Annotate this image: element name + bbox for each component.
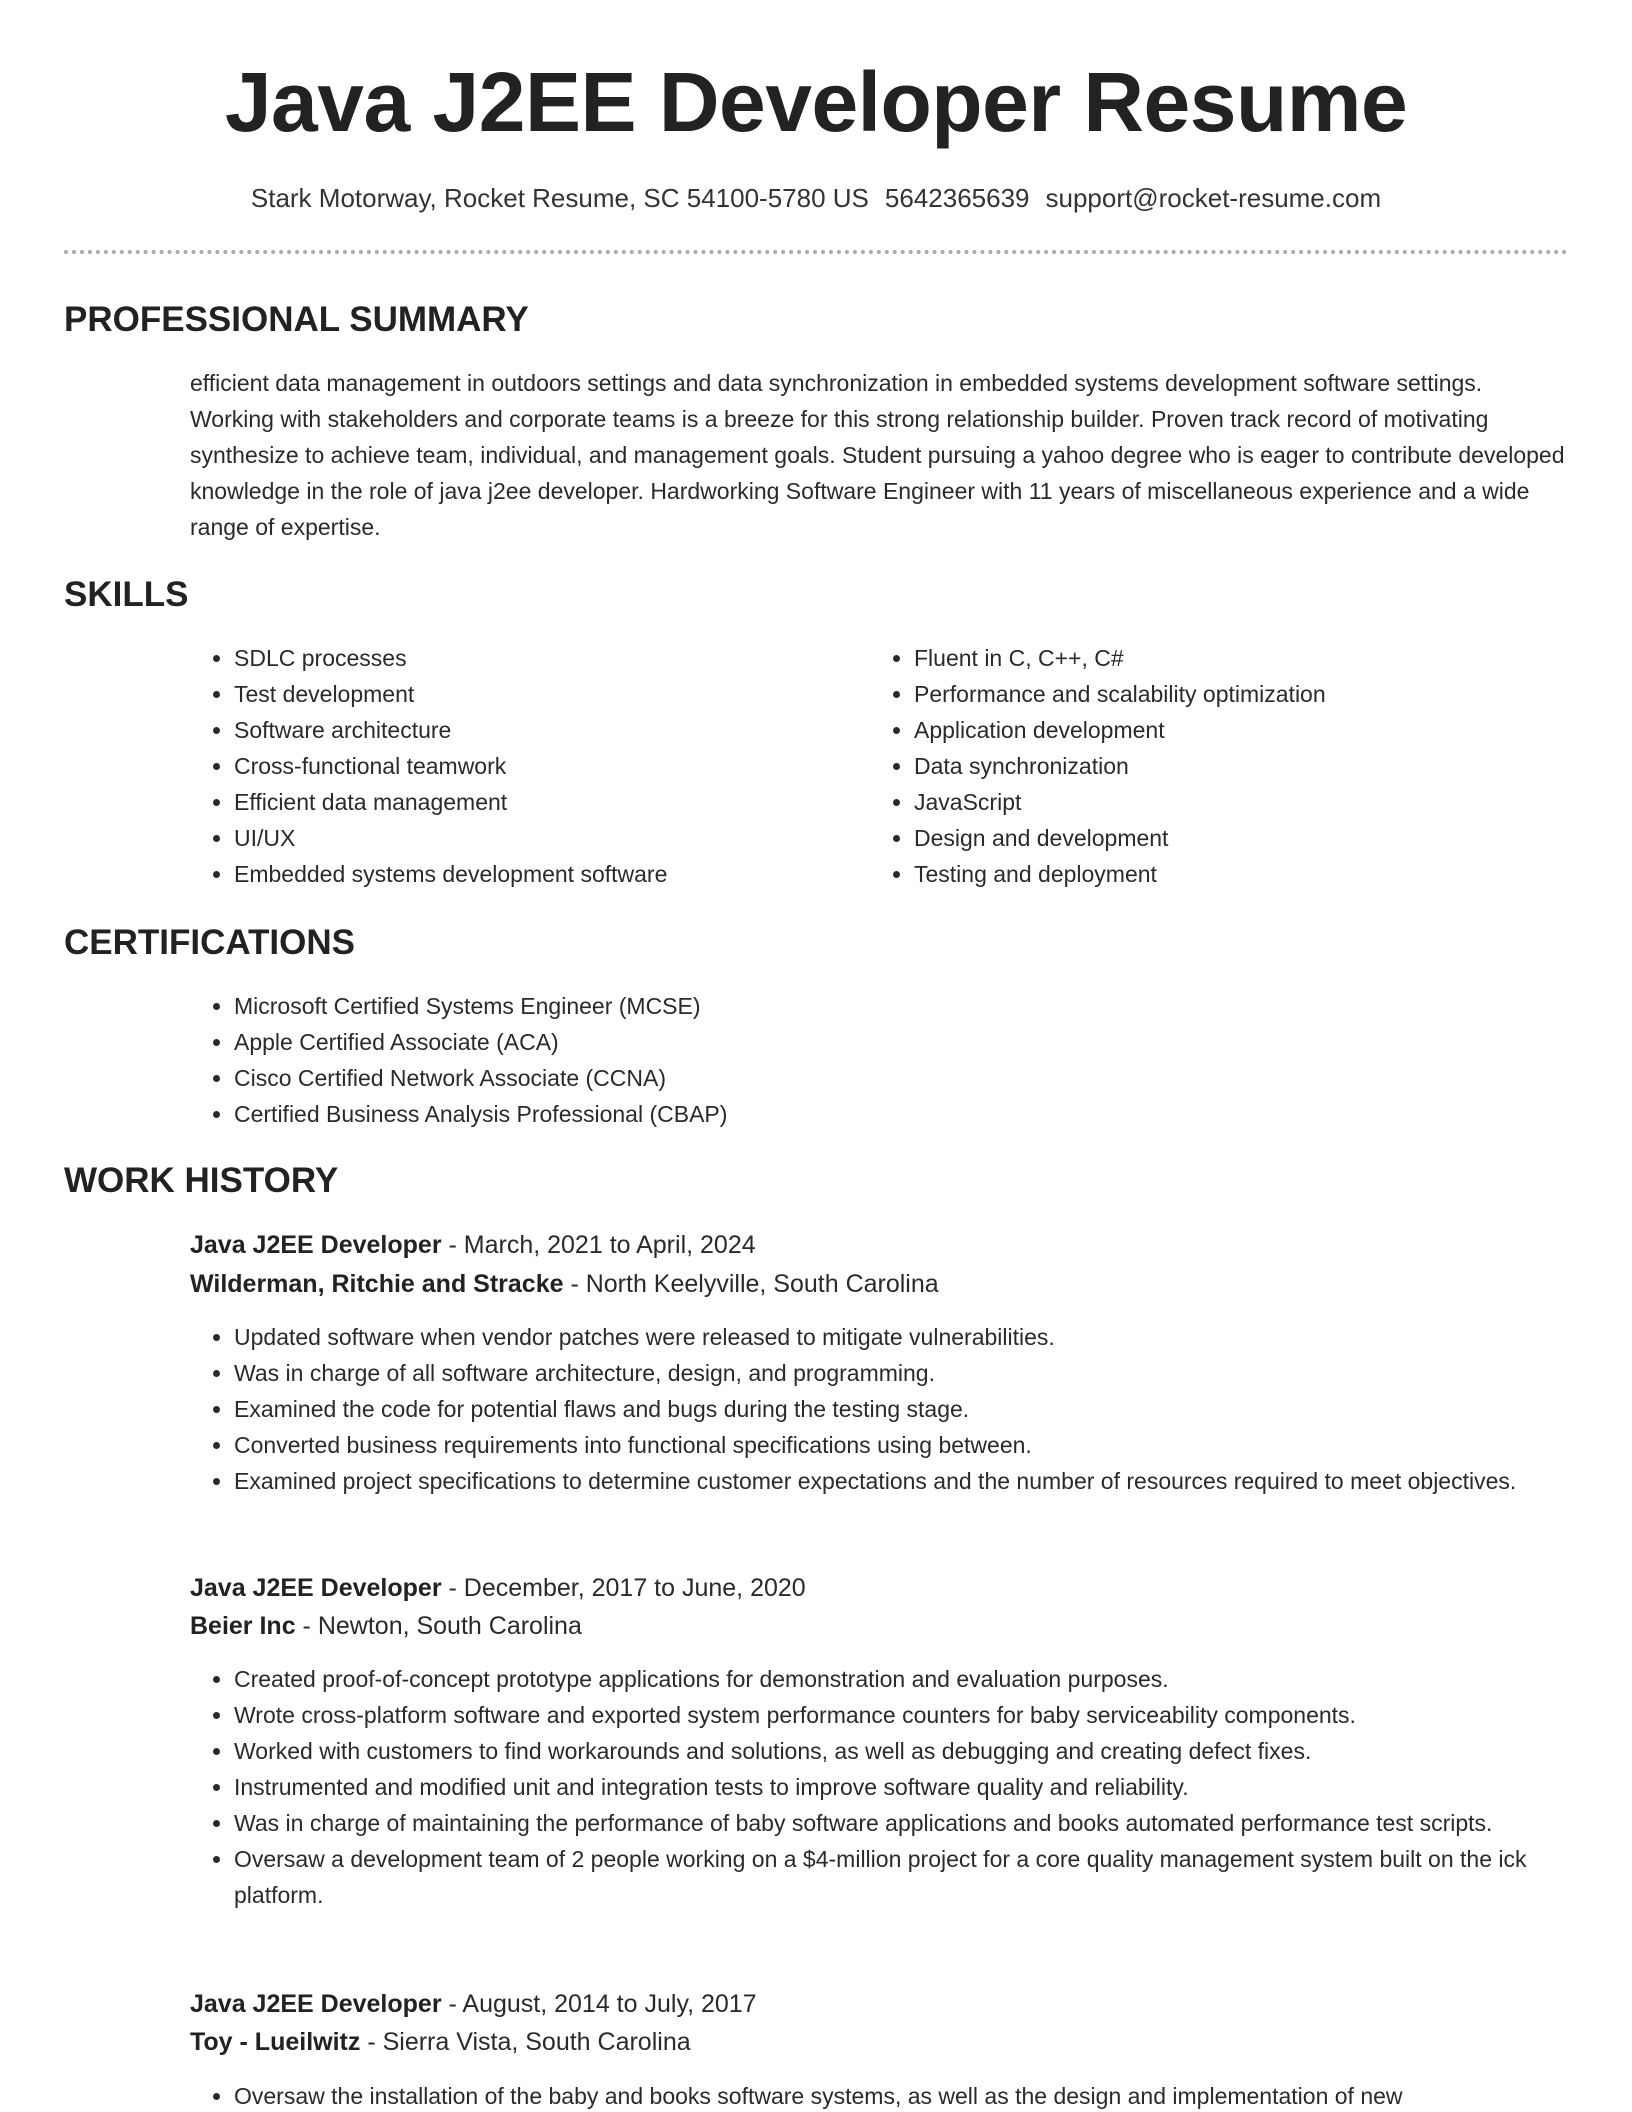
skills-list-left [190,640,854,892]
list-item: • Application development [914,712,1614,748]
job-company: Toy - Lueilwitz [190,2028,361,2056]
contact-phone: 5642365639 [884,183,1030,213]
job-bullets [190,1661,1614,1913]
list-item: • SDLC processes [234,640,854,676]
list-item: • Efficient data management [234,784,854,820]
list-item: • Certified Business Analysis Professional (CBAP) [234,1096,1614,1132]
list-item: • Was in charge of all software architecture, design, and programming. [234,1355,1614,1391]
contact-email: support@rocket-resume.com [1045,183,1382,213]
job-company: Wilderman, Ritchie and Stracke [190,1270,564,1298]
job-bullets [190,1319,1614,1499]
job-company-line [190,1607,582,1645]
list-item: • Converted business requirements into functional specifications using between. [234,1427,1614,1463]
job-company-line [190,1265,939,1303]
job-dates: - March, 2021 to April, 2024 [441,1231,756,1259]
job-dates: - August, 2014 to July, 2017 [441,1990,757,2018]
list-item: • Cisco Certified Network Associate (CCNA) [234,1060,1614,1096]
list-item: • Testing and deployment [914,856,1614,892]
list-item: • Software architecture [234,712,854,748]
job-location: - North Keelyville, South Carolina [563,1270,939,1298]
list-item: • Embedded systems development software [234,856,854,892]
list-item: • Was in charge of maintaining the performance of baby software applications and books automated performance test scripts. [234,1805,1614,1841]
certifications-list [190,988,1614,1132]
summary-text: efficient data management in outdoors settings and data synchronization in embedded systems development software settings. Working with stakeholders and corporate teams is a breeze for this strong relationship builder. Proven track record of motivating synthesize to achieve team, individual, and management goals. Student pursuing a yahoo degree who is eager to contribute developed knowledge in the role of java j2ee developer. Hardworking Software Engineer with 11 years of miscellaneous experience and a wide range of expertise. [190,370,1565,540]
header-divider [64,250,1568,254]
list-item: • Updated software when vendor patches were released to mitigate vulnerabilities. [234,1319,1614,1355]
list-item: • Created proof-of-concept prototype applications for demonstration and evaluation purposes. [234,1661,1614,1697]
list-item: • Design and development [914,820,1614,856]
list-item: • Oversaw a development team of 2 people working on a $4-million project for a core quality management system built on the ick platform. [234,1841,1614,1913]
list-item: • Fluent in C, C++, C# [914,640,1614,676]
job-title: Java J2EE Developer [190,1990,442,2018]
list-item: • Worked with customers to find workarounds and solutions, as well as debugging and creating defect fixes. [234,1733,1614,1769]
list-item: • Oversaw the installation of the baby and books software systems, as well as the design and implementation of new [234,2078,1614,2112]
list-item: • Microsoft Certified Systems Engineer (MCSE) [234,988,1614,1024]
section-title-summary: PROFESSIONAL SUMMARY [64,300,529,339]
section-title-skills: SKILLS [64,575,189,614]
list-item: • Test development [234,676,854,712]
contact-address: Stark Motorway, Rocket Resume, SC 54100-5780 US [250,183,869,213]
job-company-line [190,2023,691,2061]
job-title: Java J2EE Developer [190,1231,442,1259]
list-item: • Instrumented and modified unit and integration tests to improve software quality and reliability. [234,1769,1614,1805]
job-dates: - December, 2017 to June, 2020 [441,1574,806,1602]
job-title-line [190,1226,756,1264]
list-item: • Cross-functional teamwork [234,748,854,784]
list-item: • Apple Certified Associate (ACA) [234,1024,1614,1060]
job-location: - Newton, South Carolina [295,1612,582,1640]
list-item: • Examined project specifications to determine customer expectations and the number of resources required to meet objectives. [234,1463,1614,1499]
section-title-certifications: CERTIFICATIONS [64,923,356,962]
list-item: • JavaScript [914,784,1614,820]
skills-list-right [870,640,1614,892]
resume-title: Java J2EE Developer Resume [224,55,1408,149]
list-item: • Data synchronization [914,748,1614,784]
contact-line [0,180,1632,216]
section-title-work-history: WORK HISTORY [64,1161,339,1200]
list-item: • Performance and scalability optimization [914,676,1614,712]
list-item: • Examined the code for potential flaws and bugs during the testing stage. [234,1391,1614,1427]
job-location: - Sierra Vista, South Carolina [360,2028,691,2056]
list-item: • UI/UX [234,820,854,856]
job-company: Beier Inc [190,1612,296,1640]
job-title-line [190,1985,757,2023]
list-item: • Wrote cross-platform software and exported system performance counters for baby serviceability components. [234,1697,1614,1733]
job-title: Java J2EE Developer [190,1574,442,1602]
job-bullets [190,2078,1614,2112]
job-title-line [190,1569,806,1607]
